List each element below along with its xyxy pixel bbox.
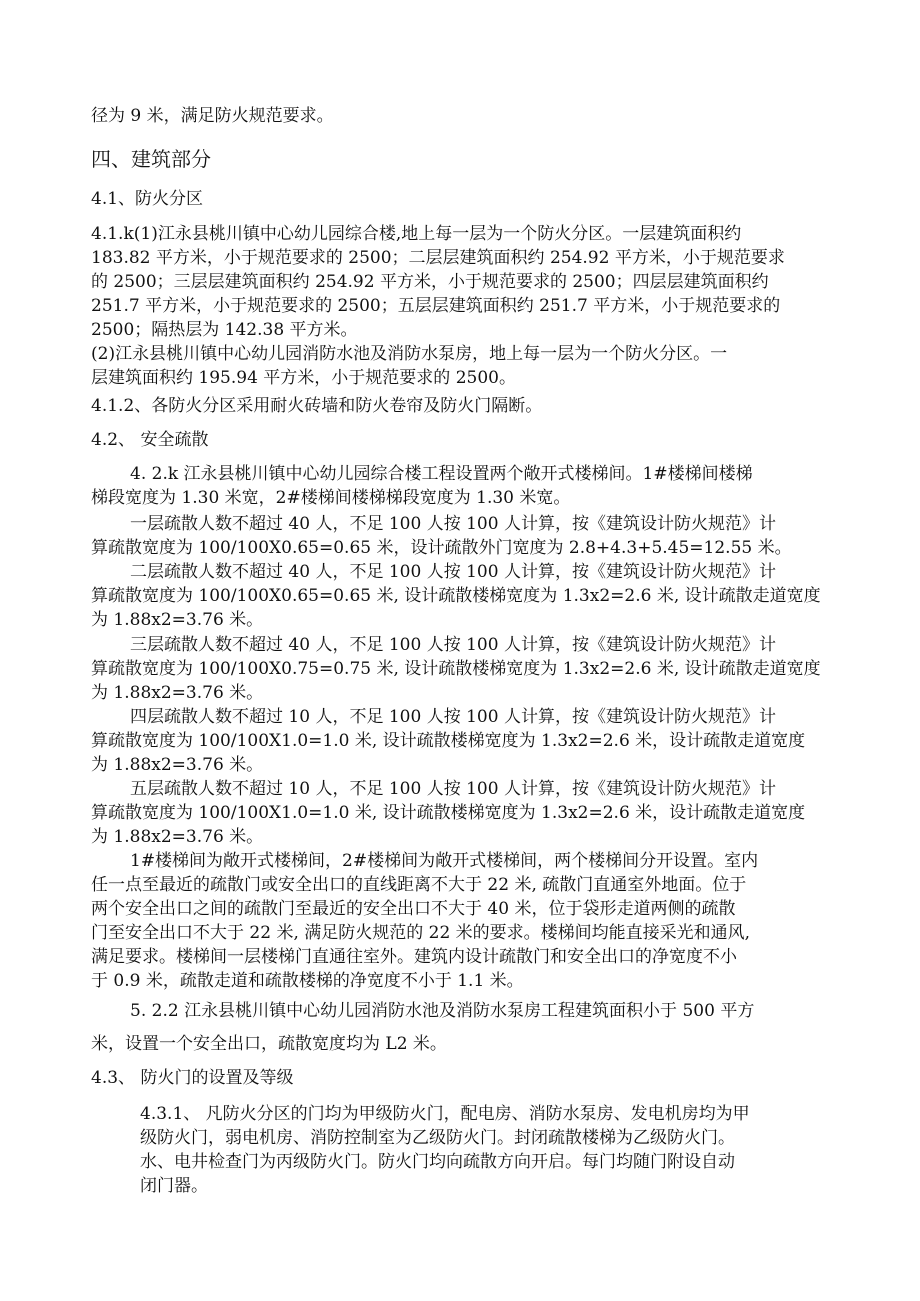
text-line: 任一点至最近的疏散门或安全出口的直线距离不大于 22 米, 疏散门直通室外地面。位于 <box>91 875 747 895</box>
subsection-heading: 4.3、 防火门的设置及等级 <box>91 1068 294 1088</box>
text-line: 级防火门，弱电机房、消防控制室为乙级防火门。封闭疏散楼梯为乙级防火门。 <box>140 1128 735 1148</box>
section-heading: 四、建筑部分 <box>91 147 211 171</box>
text-line: 米，设置一个安全出口，疏散宽度均为 L2 米。 <box>91 1034 447 1054</box>
text-line: 于 0.9 米，疏散走道和疏散楼梯的净宽度不小于 1.1 米。 <box>91 971 524 991</box>
text-line: 闭门器。 <box>140 1176 208 1196</box>
text-line: 层建筑面积约 195.94 平方米，小于规范要求的 2500。 <box>91 368 516 388</box>
text-line: 两个安全出口之间的疏散门至最近的安全出口不大于 40 米，位于袋形走道两侧的疏散 <box>91 899 736 919</box>
text-line: 4.1.2、各防火分区采用耐火砖墙和防火卷帘及防火门隔断。 <box>91 396 543 416</box>
text-line: 为 1.88x2=3.76 米。 <box>91 610 264 630</box>
text-line: 水、电井检查门为丙级防火门。防火门均向疏散方向开启。每门均随门附设自动 <box>140 1152 735 1172</box>
text-line: 算疏散宽度为 100/100X1.0=1.0 米, 设计疏散楼梯宽度为 1.3x2=2.6 米，设计疏散走道宽度 <box>91 731 806 751</box>
text-line: 算疏散宽度为 100/100X0.65=0.65 米，设计疏散外门宽度为 2.8+4.3+5.45=12.55 米。 <box>91 538 792 558</box>
text-line: 四层疏散人数不超过 10 人，不足 100 人按 100 人计算，按《建筑设计防火规范》计 <box>130 707 776 727</box>
text-line: 4.1.k(1)江永县桃川镇中心幼儿园综合楼,地上每一层为一个防火分区。一层建筑面积约 <box>91 224 742 244</box>
text-line: 为 1.88x2=3.76 米。 <box>91 755 264 775</box>
text-line: 径为 9 米，满足防火规范要求。 <box>91 106 334 126</box>
text-line: 梯段宽度为 1.30 米宽，2#楼梯间楼梯梯段宽度为 1.30 米宽。 <box>91 488 571 508</box>
text-line: (2)江永县桃川镇中心幼儿园消防水池及消防水泵房，地上每一层为一个防火分区。一 <box>91 344 728 364</box>
text-line: 为 1.88x2=3.76 米。 <box>91 683 264 703</box>
text-line: 1#楼梯间为敞开式楼梯间，2#楼梯间为敞开式楼梯间，两个楼梯间分开设置。室内 <box>130 851 759 871</box>
text-line: 183.82 平方米，小于规范要求的 2500；二层层建筑面积约 254.92 平方米，小于规范要求 <box>91 248 785 268</box>
subsection-heading: 4.2、 安全疏散 <box>91 430 209 450</box>
text-line: 一层疏散人数不超过 40 人，不足 100 人按 100 人计算，按《建筑设计防火规范》计 <box>130 514 776 534</box>
text-line: 4. 2.k 江永县桃川镇中心幼儿园综合楼工程设置两个敞开式楼梯间。1#楼梯间楼梯 <box>130 464 753 484</box>
text-line: 门至安全出口不大于 22 米, 满足防火规范的 22 米的要求。楼梯间均能直接采光和通风, <box>91 923 751 943</box>
text-line: 五层疏散人数不超过 10 人，不足 100 人按 100 人计算，按《建筑设计防火规范》计 <box>130 779 776 799</box>
text-line: 算疏散宽度为 100/100X1.0=1.0 米, 设计疏散楼梯宽度为 1.3x2=2.6 米，设计疏散走道宽度 <box>91 803 806 823</box>
text-line: 4.3.1、 凡防火分区的门均为甲级防火门，配电房、消防水泵房、发电机房均为甲 <box>140 1104 750 1124</box>
text-line: 算疏散宽度为 100/100X0.65=0.65 米, 设计疏散楼梯宽度为 1.3x2=2.6 米, 设计疏散走道宽度 <box>91 586 821 606</box>
text-line: 为 1.88x2=3.76 米。 <box>91 827 264 847</box>
text-line: 二层疏散人数不超过 40 人，不足 100 人按 100 人计算，按《建筑设计防火规范》计 <box>130 562 776 582</box>
text-line: 2500；隔热层为 142.38 平方米。 <box>91 320 358 340</box>
text-line: 251.7 平方米，小于规范要求的 2500；五层层建筑面积约 251.7 平方米，小于规范要求的 <box>91 296 781 316</box>
text-line: 满足要求。楼梯间一层楼梯门直通往室外。建筑内设计疏散门和安全出口的净宽度不小 <box>91 947 737 967</box>
text-line: 5. 2.2 江永县桃川镇中心幼儿园消防水池及消防水泵房工程建筑面积小于 500 平方 <box>130 1001 755 1021</box>
text-line: 的 2500；三层层建筑面积约 254.92 平方米，小于规范要求的 2500；四层层建筑面积约 <box>91 272 769 292</box>
subsection-heading: 4.1、防火分区 <box>91 189 204 209</box>
text-line: 算疏散宽度为 100/100X0.75=0.75 米, 设计疏散楼梯宽度为 1.3x2=2.6 米, 设计疏散走道宽度 <box>91 659 821 679</box>
text-line: 三层疏散人数不超过 40 人，不足 100 人按 100 人计算，按《建筑设计防火规范》计 <box>130 635 776 655</box>
